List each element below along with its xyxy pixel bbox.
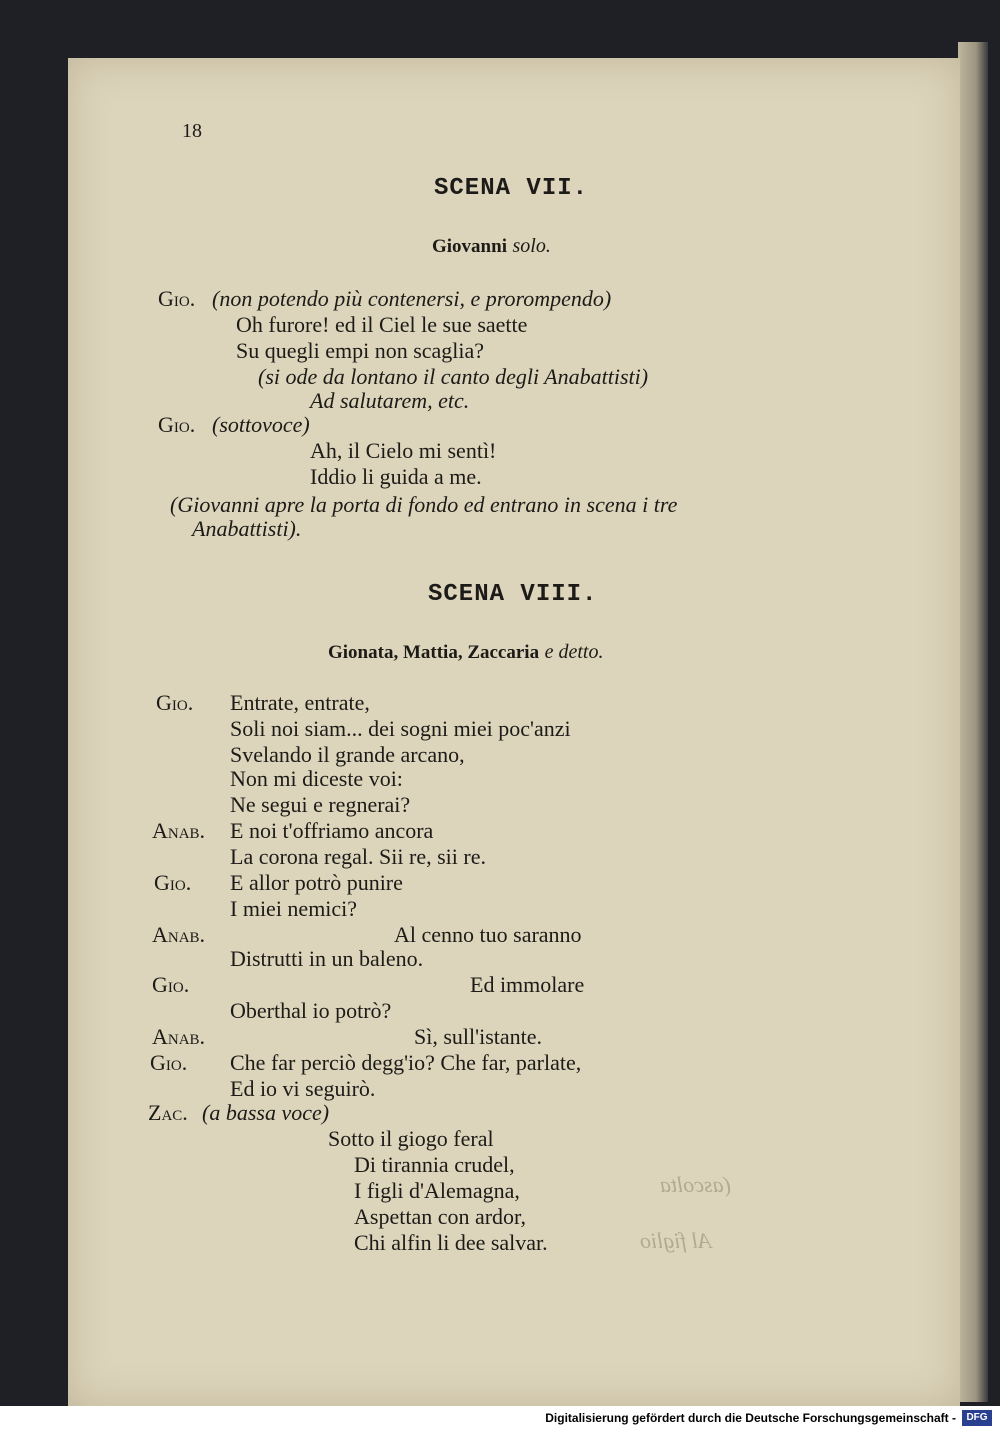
subtitle-rest: solo. [512, 235, 551, 257]
subtitle-rest: e detto. [544, 641, 604, 663]
subtitle-names: Giovanni [432, 236, 507, 257]
stage-direction: (sottovoce) [212, 412, 310, 437]
verse-line: Ne segui e regnerai? [230, 792, 411, 817]
stage-direction: (a bassa voce) [202, 1100, 330, 1125]
verse-line: Chi alfin li dee salvar. [354, 1230, 548, 1255]
speaker-label: Anab. [152, 1024, 206, 1049]
verse-line: I figli d'Alemagna, [354, 1178, 520, 1203]
page-number: 18 [182, 120, 202, 142]
subtitle-names: Gionata, Mattia, Zaccaria [328, 642, 540, 663]
stage-direction: (non potendo più contenersi, e prorompendo) [212, 286, 612, 311]
verse-line: Ed immolare [470, 972, 585, 997]
speaker-label: Anab. [152, 922, 206, 947]
show-through-text: Al figlio [640, 1228, 712, 1253]
verse-line: Soli noi siam... dei sogni miei poc'anzi [230, 716, 571, 741]
verse-line: Oberthal io potrò? [230, 998, 392, 1023]
speaker-label: Gio. [152, 972, 190, 997]
page-edge [958, 42, 988, 1402]
dfg-logo: DFG [962, 1410, 992, 1426]
speaker-label: Gio. [154, 870, 192, 895]
verse-line: Aspettan con ardor, [354, 1204, 527, 1229]
verse-line: Sì, sull'istante. [414, 1024, 543, 1049]
verse-line: I miei nemici? [230, 896, 358, 921]
verse-line: Ed io vi seguirò. [230, 1076, 376, 1101]
speaker-label: Gio. [156, 690, 194, 715]
verse-line: E allor potrò punire [230, 870, 403, 895]
verse-line: Oh furore! ed il Ciel le sue saette [236, 312, 528, 337]
verse-line: Al cenno tuo saranno [394, 922, 582, 947]
speaker-label: Gio. [158, 286, 196, 311]
scene-subtitle [432, 232, 551, 260]
speaker-label: Gio. [150, 1050, 188, 1075]
verse-line: Di tirannia crudel, [354, 1152, 515, 1177]
verse-line: Entrate, entrate, [230, 690, 370, 715]
stage-direction: (si ode da lontano il canto degli Anabattisti) [258, 364, 649, 389]
verse-line: La corona regal. Sii re, sii re. [230, 844, 486, 869]
scene-heading: SCENA VII. [434, 175, 589, 202]
verse-line: Iddio li guida a me. [310, 464, 482, 489]
footer-credit: Digitalisierung gefördert durch die Deutsche Forschungsgemeinschaft - [545, 1411, 956, 1425]
verse-line: Su quegli empi non scaglia? [236, 338, 485, 363]
show-through-text: (ascolta [660, 1172, 731, 1197]
stage-direction: (Giovanni apre la porta di fondo ed entrano in scena i tre [170, 492, 678, 517]
verse-line: Ah, il Cielo mi sentì! [310, 438, 497, 463]
verse-line: Che far perciò degg'io? Che far, parlate, [230, 1050, 582, 1075]
scene-heading: SCENA VIII. [428, 581, 598, 608]
scene-subtitle [328, 638, 603, 666]
verse-line: Svelando il grande arcano, [230, 742, 465, 767]
verse-line: E noi t'offriamo ancora [230, 818, 434, 843]
speaker-label: Zac. [148, 1100, 188, 1125]
verse-line: Distrutti in un baleno. [230, 946, 424, 971]
speaker-label: Anab. [152, 818, 206, 843]
verse-line: Non mi diceste voi: [230, 766, 403, 791]
verse-line: Sotto il giogo feral [328, 1126, 494, 1151]
footer-bar [0, 1406, 1000, 1430]
verse-line: Ad salutarem, etc. [310, 388, 470, 413]
stage-direction: Anabattisti). [192, 516, 302, 541]
speaker-label: Gio. [158, 412, 196, 437]
